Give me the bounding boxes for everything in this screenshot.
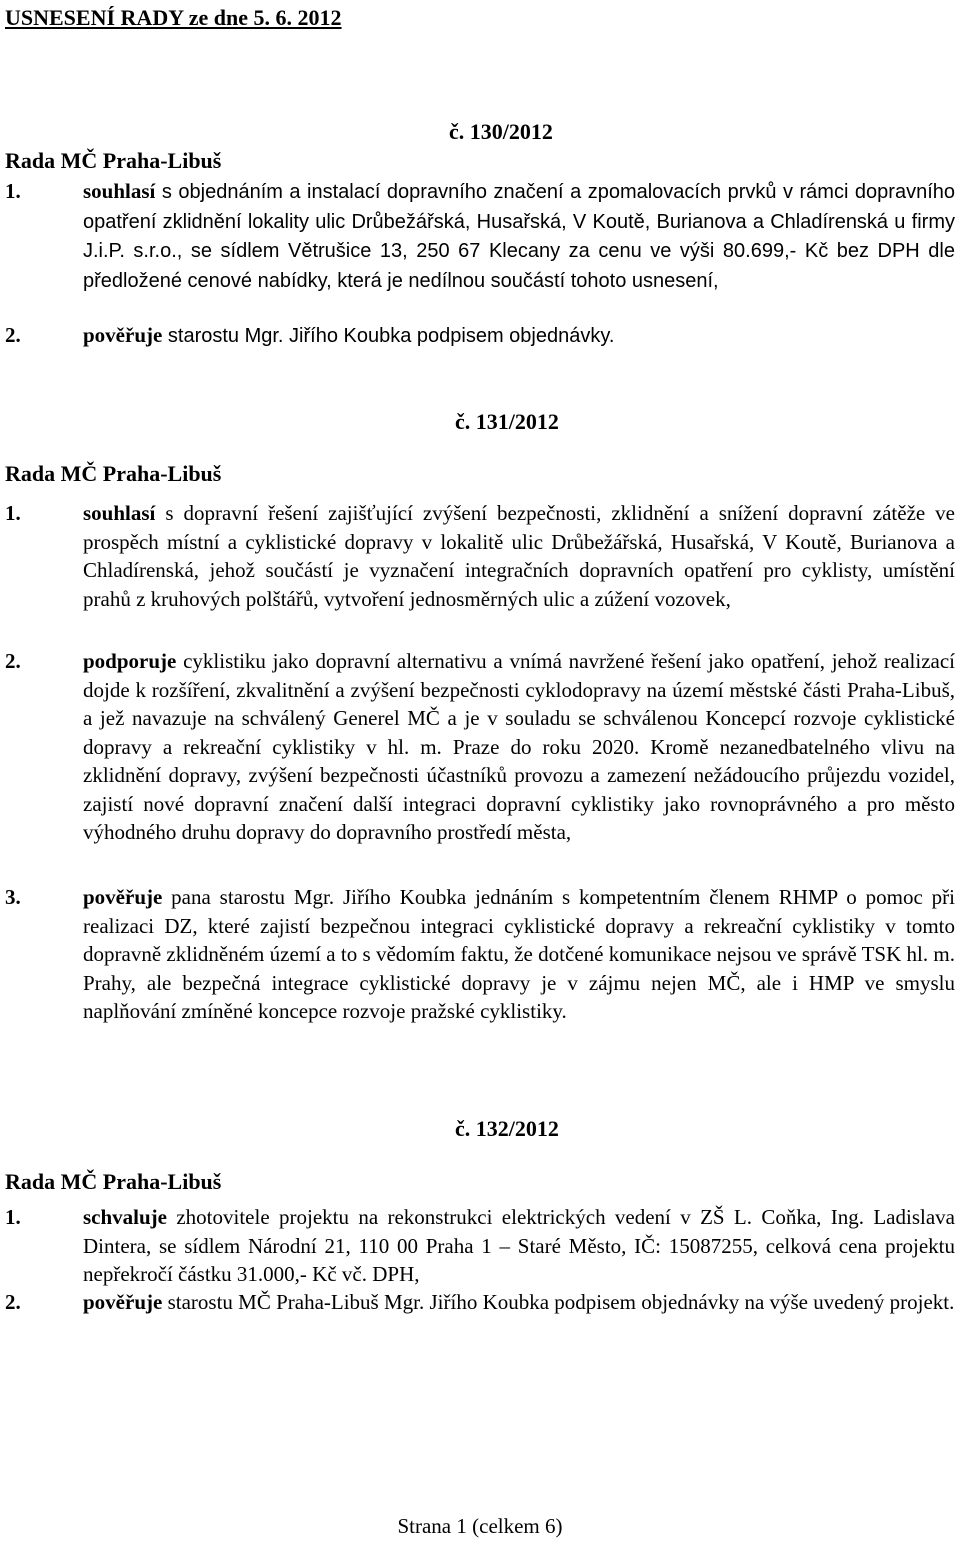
- document-title: USNESENÍ RADY ze dne 5. 6. 2012: [5, 5, 342, 30]
- resolution-item: [5, 321, 955, 351]
- council-name: Rada MČ Praha-Libuš: [5, 1169, 222, 1194]
- item-body: zhotovitele projektu na rekonstrukci elektrických vedení v ZŠ L. Coňka, Ing. Ladislava Dintera, se sídlem Národní 21, 110 00 Praha 1 – Staré Město, IČ: 15087255, celková cena projektu nepřekročí částku 31.000,- Kč vč. DPH,: [83, 1205, 955, 1286]
- resolution-number: č. 131/2012: [455, 409, 559, 434]
- item-body: cyklistiku jako dopravní alternativu a vnímá navržené řešení jako opatření, jehož realizací dojde k rozšíření, zkvalitnění a zvýšení bezpečnosti cyklodopravy na území městské části Praha-Libuš, a jež navazuje na schválený Generel MČ a je v souladu se schválenou Koncepcí rozvoje cyklistické dopravy a rekreační cyklistiky v hl. m. Praze do roku 2020. Kromě nezanedbatelného vlivu na zklidnění dopravy, zvýšení bezpečnosti účastníků provozu a zamezení nežádoucího průjezdu vozidel, zajistí nové dopravní značení další integraci dopravní cyklistiky jako rovnoprávného a pro město výhodného druhu dopravy do dopravního prostředí města,: [83, 649, 955, 844]
- item-text: [83, 499, 955, 613]
- item-number: 3.: [5, 885, 21, 909]
- item-text: [83, 177, 955, 295]
- item-text: [83, 321, 955, 351]
- item-body: pana starostu Mgr. Jiřího Koubka jednáním s kompetentním členem RHMP o pomoc při realizaci DZ, které zajistí bezpečnou integraci cyklistické dopravy a rekreační cyklistiky v tomto dopravně zklidněném území a to s vědomím faktu, že dotčené komunikace nejsou ve správě TSK hl. m. Prahy, ale bezpečná integrace cyklistické dopravy je v zájmu nejen MČ, ale i HMP ve smyslu naplňování zmíněné koncepce rozvoje pražské cyklistiky.: [83, 885, 955, 1023]
- item-verb: souhlasí: [83, 501, 156, 525]
- council-name: Rada MČ Praha-Libuš: [5, 461, 222, 486]
- resolution-number: č. 132/2012: [455, 1116, 559, 1141]
- resolution-item: [5, 647, 955, 847]
- item-body: starostu Mgr. Jiřího Koubka podpisem objednávky.: [162, 325, 615, 347]
- council-name: Rada MČ Praha-Libuš: [5, 148, 222, 173]
- item-number: 1.: [5, 1205, 21, 1229]
- item-verb: souhlasí: [83, 179, 156, 203]
- item-number: 1.: [5, 179, 21, 203]
- resolution-item: [5, 177, 955, 295]
- item-text: [83, 647, 955, 847]
- item-verb: pověřuje: [83, 323, 163, 347]
- resolution-item: [5, 1203, 955, 1289]
- item-body: starostu MČ Praha-Libuš Mgr. Jiřího Koubka podpisem objednávky na výše uvedený projekt.: [162, 1290, 955, 1314]
- item-number: 2.: [5, 1290, 21, 1314]
- resolution-number: č. 130/2012: [449, 119, 553, 144]
- item-text: [83, 1288, 955, 1317]
- item-number: 1.: [5, 501, 21, 525]
- resolution-item: [5, 883, 955, 1026]
- item-number: 2.: [5, 323, 21, 347]
- item-verb: schvaluje: [83, 1205, 167, 1229]
- item-number: 2.: [5, 649, 21, 673]
- page-footer: Strana 1 (celkem 6): [397, 1514, 563, 1538]
- item-verb: podporuje: [83, 649, 177, 673]
- item-body: s objednáním a instalací dopravního značení a zpomalovacích prvků v rámci dopravního opatření zklidnění lokality ulic Drůbežářská, Husařská, V Koutě, Burianova a Chladírenská u firmy J.i.P. s.r.o., se sídlem Větrušice 13, 250 67 Klecany za cenu ve výši 80.699,- Kč bez DPH dle předložené cenové nabídky, která je nedílnou součástí tohoto usnesení,: [83, 181, 955, 292]
- item-verb: pověřuje: [83, 885, 163, 909]
- item-text: [83, 883, 955, 1026]
- resolution-item: [5, 1288, 955, 1317]
- resolution-item: [5, 499, 955, 613]
- item-verb: pověřuje: [83, 1290, 163, 1314]
- item-text: [83, 1203, 955, 1289]
- item-body: s dopravní řešení zajišťující zvýšení bezpečnosti, zklidnění a snížení dopravní zátěže ve prospěch místní a cyklistické dopravy v lokalitě ulic Drůbežářská, Husařská, V Koutě, Burianova a Chladírenská, jehož součástí je vyznačení integračních dopravních opatření pro cyklisty, umístění prahů z kruhových polštářů, vytvoření jednosměrných ulic a zúžení vozovek,: [83, 501, 955, 611]
